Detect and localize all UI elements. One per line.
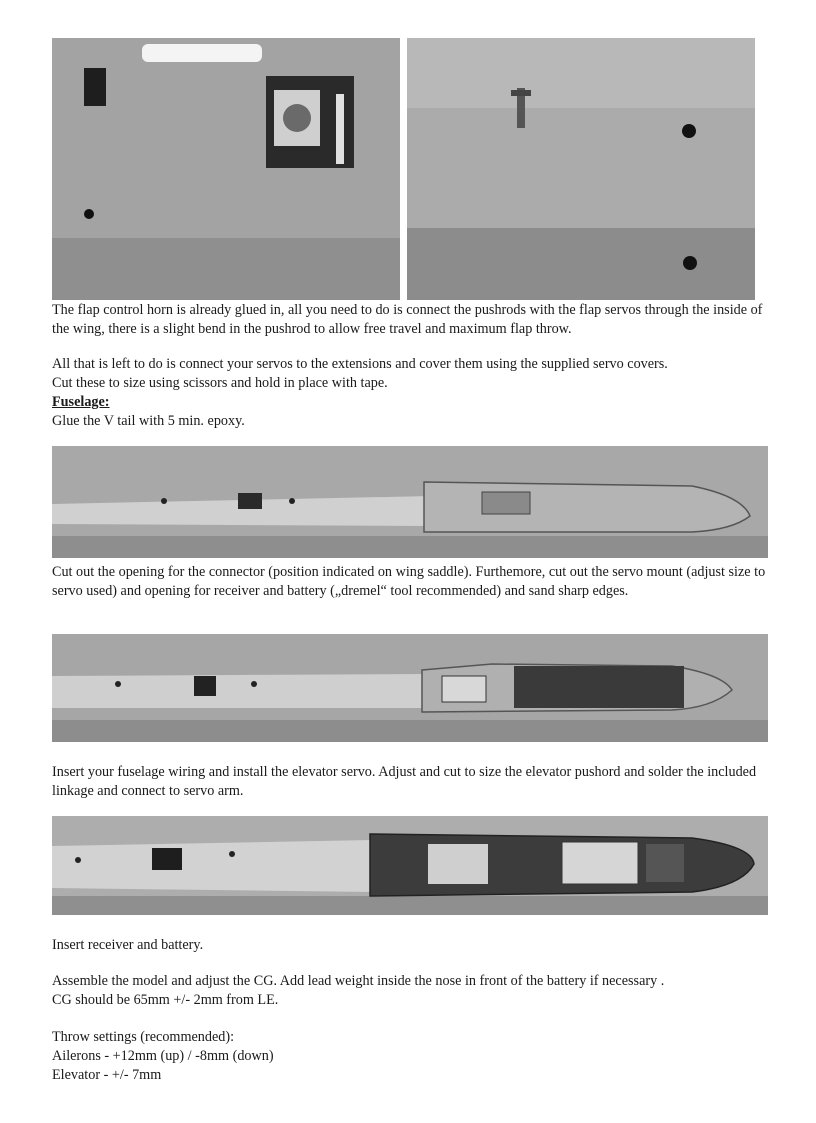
- photo-fuselage-1: [52, 446, 768, 558]
- photo-fuselage-2: [52, 634, 768, 742]
- paragraph-servo-covers-1: All that is left to do is connect your servos to the extensions and cover them using the supplied servo covers.: [52, 356, 668, 372]
- paragraph-v-tail: Glue the V tail with 5 min. epoxy.: [52, 413, 245, 429]
- paragraph-wiring: Insert your fuselage wiring and install the elevator servo. Adjust and cut to size the elevator pushord and solder the included linkage and connect to servo arm.: [52, 764, 757, 799]
- throw-ailerons: Ailerons - +12mm (up) / -8mm (down): [52, 1048, 274, 1064]
- throw-settings-title: Throw settings (recommended):: [52, 1029, 235, 1045]
- paragraph-flap-horn: The flap control horn is already glued in, all you need to do is connect the pushrods with the flap servos through the inside of the wing, there is a slight bend in the pushrod to allow free travel and maximum flap throw.: [52, 302, 763, 337]
- paragraph-cut-out: Cut out the opening for the connector (position indicated on wing saddle). Furthemore, cut out the servo mount (adjust size to servo used) and opening for receiver and battery („dremel“ tool recommended) and sand sharp edges.: [52, 564, 766, 599]
- section-heading-fuselage: Fuselage:: [52, 394, 110, 410]
- paragraph-cg-2: CG should be 65mm +/- 2mm from LE.: [52, 992, 279, 1008]
- paragraph-servo-covers-2: Cut these to size using scissors and hold in place with tape.: [52, 375, 388, 391]
- paragraph-receiver: Insert receiver and battery.: [52, 937, 204, 953]
- paragraph-cg-1: Assemble the model and adjust the CG. Add lead weight inside the nose in front of the battery if necessary .: [52, 973, 665, 989]
- throw-elevator: Elevator - +/- 7mm: [52, 1067, 162, 1083]
- photo-wing-servo: [52, 38, 400, 300]
- photo-fuselage-3: [52, 816, 768, 915]
- photo-flap-horn: [407, 38, 755, 300]
